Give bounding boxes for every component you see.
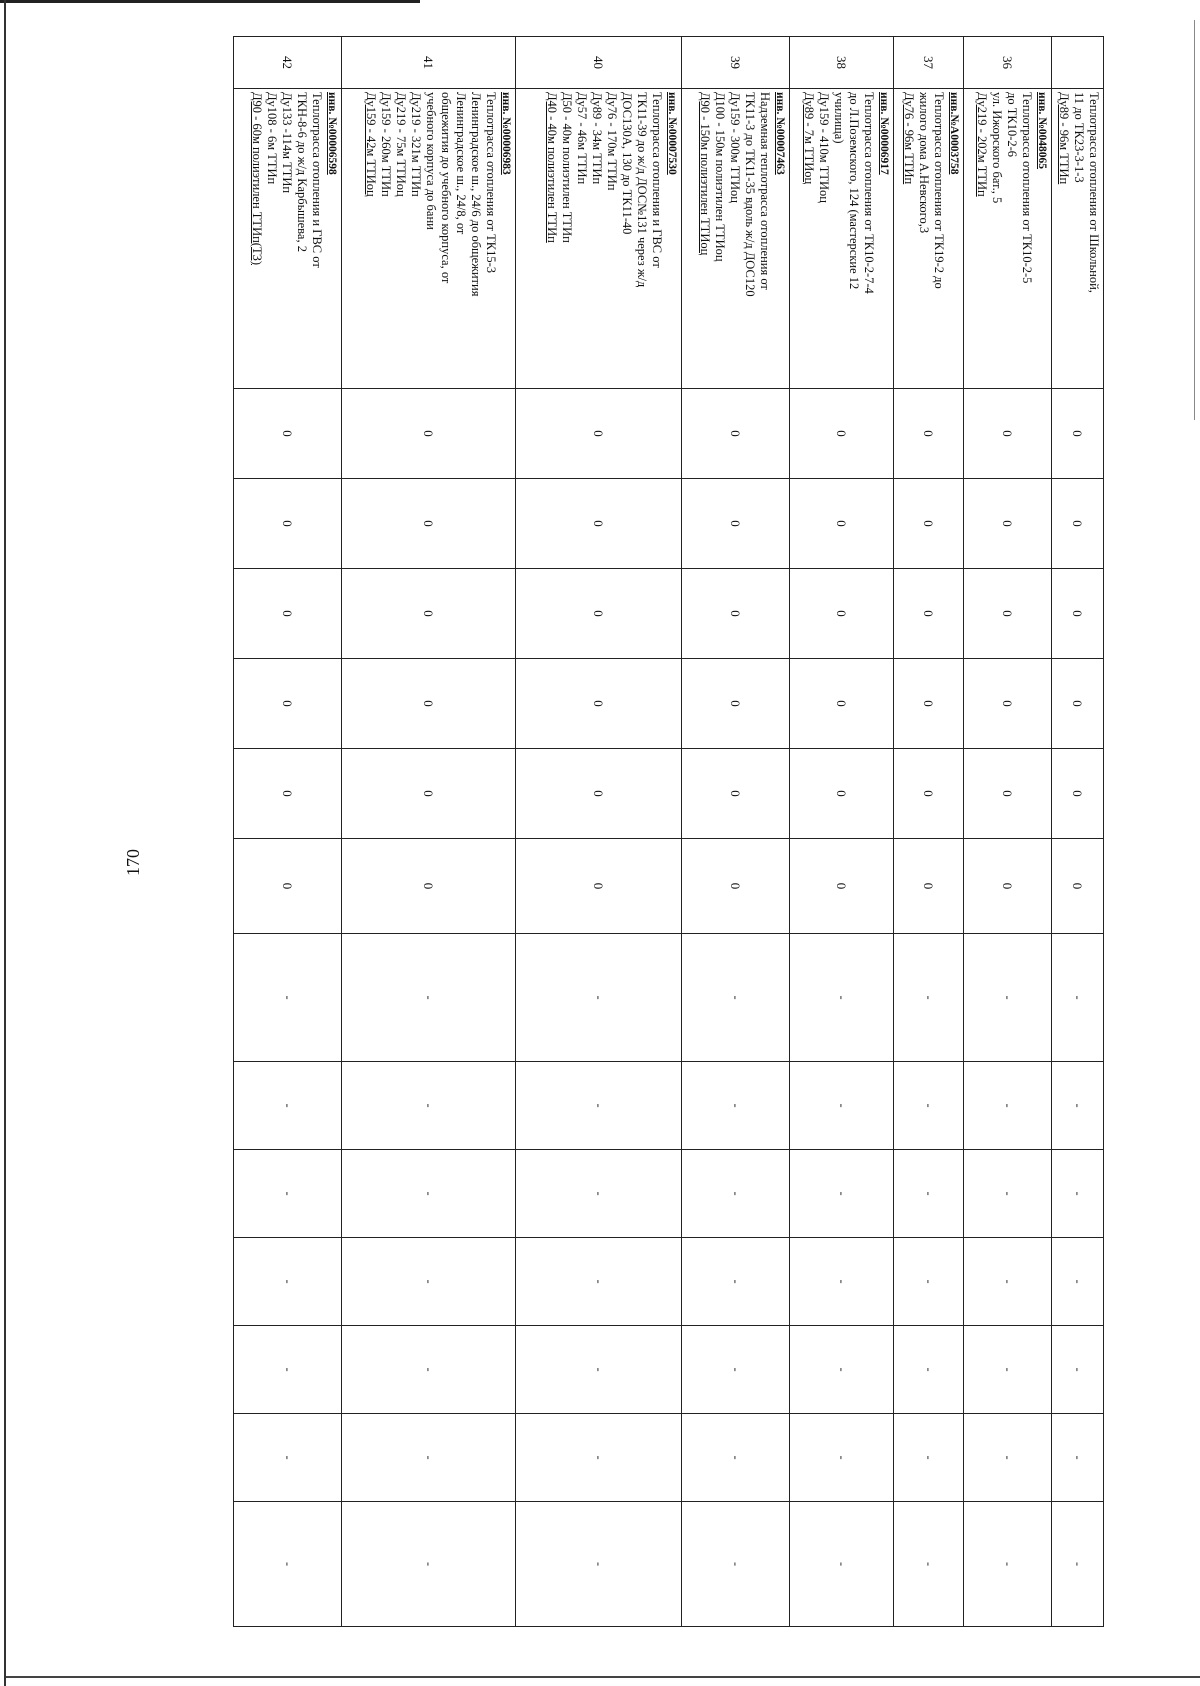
value-cell: 0 <box>516 839 682 934</box>
dash-cell: - <box>790 934 894 1062</box>
description-line: Ду89 - 7м ТТИоц <box>802 92 816 185</box>
dash-cell: - <box>894 1238 964 1326</box>
dash-cell: - <box>894 1062 964 1150</box>
object-description <box>342 89 516 389</box>
description-line: общежития до учебного корпуса, от <box>439 92 453 284</box>
value-cell: 0 <box>790 389 894 479</box>
description-line: Д90 - 60м полиэтилен ТТИп(ТЗ) <box>250 92 264 266</box>
value-cell: 0 <box>682 479 790 569</box>
dash-cell: - <box>1052 1062 1104 1150</box>
description-line: до ТК10-2-6 <box>1005 92 1019 158</box>
description-line: Ду219 - 75м ТТИоц <box>394 92 408 197</box>
dash-cell: - <box>516 1150 682 1238</box>
dash-cell: - <box>516 1238 682 1326</box>
value-cell: 0 <box>1052 749 1104 839</box>
inventory-number: инв. №00007463 <box>774 92 786 175</box>
description-line: ул. Ижорского бат., 5 <box>990 92 1004 204</box>
dash-cell: - <box>682 934 790 1062</box>
page-border-top <box>0 0 420 3</box>
value-cell: 0 <box>342 659 516 749</box>
dash-cell: - <box>790 1238 894 1326</box>
description-line: Ду89 - 34м ТТИп <box>590 92 604 185</box>
dash-cell: - <box>234 1414 342 1502</box>
description-line: Ду108 - 6м ТТИп <box>265 92 279 185</box>
table-row <box>682 37 790 1627</box>
value-cell: 0 <box>342 479 516 569</box>
value-cell: 0 <box>234 839 342 934</box>
value-cell: 0 <box>894 839 964 934</box>
description-line: 11 до ТК23-3-1-3 <box>1072 92 1086 183</box>
description-line: Теплотрасса отопления и ГВС от <box>310 92 324 268</box>
table-row <box>342 37 516 1627</box>
dash-cell: - <box>964 934 1052 1062</box>
dash-cell: - <box>682 1414 790 1502</box>
value-cell: 0 <box>682 749 790 839</box>
value-cell: 0 <box>1052 839 1104 934</box>
value-cell: 0 <box>234 749 342 839</box>
description-line: Д100 - 150м полиэтилен ТТИоц <box>713 92 727 262</box>
value-cell: 0 <box>790 749 894 839</box>
value-cell: 0 <box>682 659 790 749</box>
value-cell: 0 <box>1052 389 1104 479</box>
description-line: Теплотрасса отопления и ГВС от <box>650 92 664 268</box>
dash-cell: - <box>516 934 682 1062</box>
dash-cell: - <box>516 1502 682 1627</box>
page-border-right <box>1194 20 1195 420</box>
value-cell: 0 <box>964 749 1052 839</box>
dash-cell: - <box>790 1062 894 1150</box>
description-line: Ду159 - 42м ТТИоц <box>364 92 378 197</box>
value-cell: 0 <box>516 749 682 839</box>
value-cell: 0 <box>342 569 516 659</box>
dash-cell: - <box>342 1502 516 1627</box>
object-description <box>1052 89 1104 389</box>
dash-cell: - <box>894 934 964 1062</box>
value-cell: 0 <box>964 389 1052 479</box>
dash-cell: - <box>894 1414 964 1502</box>
dash-cell: - <box>682 1150 790 1238</box>
row-number: 42 <box>234 37 342 89</box>
value-cell: 0 <box>964 839 1052 934</box>
dash-cell: - <box>234 1062 342 1150</box>
dash-cell: - <box>516 1326 682 1414</box>
value-cell: 0 <box>894 749 964 839</box>
inventory-number: инв.№А0003758 <box>948 92 960 175</box>
page-number: 170 <box>123 849 143 876</box>
value-cell: 0 <box>234 389 342 479</box>
dash-cell: - <box>342 1414 516 1502</box>
dash-cell: - <box>1052 1414 1104 1502</box>
dash-cell: - <box>894 1326 964 1414</box>
value-cell: 0 <box>234 569 342 659</box>
dash-cell: - <box>1052 934 1104 1062</box>
value-cell: 0 <box>516 659 682 749</box>
row-number: 41 <box>342 37 516 89</box>
value-cell: 0 <box>894 389 964 479</box>
table-row <box>516 37 682 1627</box>
object-description <box>516 89 682 389</box>
description-line: Д50 - 40м полиэтилен ТТИп <box>560 92 574 243</box>
table-row <box>964 37 1052 1627</box>
object-description <box>894 89 964 389</box>
description-line: Ду159 - 260м ТТИп <box>379 92 393 197</box>
dash-cell: - <box>964 1062 1052 1150</box>
table-row <box>894 37 964 1627</box>
dash-cell: - <box>964 1238 1052 1326</box>
inventory-number: инв. №0048065 <box>1036 92 1048 170</box>
description-line: Надземная теплотрасса отопления от <box>758 92 772 290</box>
value-cell: 0 <box>894 569 964 659</box>
description-line: Д90 - 150м полиэтилен ТТИоц <box>698 92 712 256</box>
table-row <box>234 37 342 1627</box>
dash-cell: - <box>682 1502 790 1627</box>
dash-cell: - <box>894 1502 964 1627</box>
description-line: ДОС130А, 130 до ТК11-40 <box>620 92 634 235</box>
dash-cell: - <box>234 934 342 1062</box>
description-line: ТКН-8-6 до ж/д Карбышева, 2 <box>295 92 309 252</box>
value-cell: 0 <box>234 479 342 569</box>
dash-cell: - <box>790 1502 894 1627</box>
dash-cell: - <box>234 1326 342 1414</box>
description-line: до Л.Поземского, 124 (мастерские 12 <box>847 92 861 290</box>
description-line: Ду76 - 96м ТТИп <box>902 92 916 185</box>
dash-cell: - <box>1052 1150 1104 1238</box>
dash-cell: - <box>1052 1502 1104 1627</box>
row-number: 38 <box>790 37 894 89</box>
value-cell: 0 <box>790 659 894 749</box>
description-line: Ду159 - 410м ТТИоц <box>817 92 831 203</box>
value-cell: 0 <box>234 659 342 749</box>
value-cell: 0 <box>1052 569 1104 659</box>
description-line: Ду219 - 202м ТТИп <box>975 92 989 197</box>
dash-cell: - <box>682 1238 790 1326</box>
value-cell: 0 <box>516 479 682 569</box>
dash-cell: - <box>1052 1238 1104 1326</box>
dash-cell: - <box>964 1150 1052 1238</box>
description-line: училища) <box>832 92 846 144</box>
value-cell: 0 <box>682 569 790 659</box>
object-description <box>682 89 790 389</box>
description-line: Ду219 - 321м ТТИп <box>409 92 423 197</box>
value-cell: 0 <box>682 839 790 934</box>
inventory-number: инв. №00006917 <box>878 92 890 175</box>
dash-cell: - <box>342 1062 516 1150</box>
description-line: Ду57 - 46м ТТИп <box>575 92 589 185</box>
rotated-table-wrapper <box>234 36 1104 1626</box>
page-border-bottom <box>6 1676 1200 1678</box>
value-cell: 0 <box>790 479 894 569</box>
value-cell: 0 <box>682 389 790 479</box>
dash-cell: - <box>342 934 516 1062</box>
dash-cell: - <box>790 1414 894 1502</box>
dash-cell: - <box>894 1150 964 1238</box>
dash-cell: - <box>342 1326 516 1414</box>
dash-cell: - <box>516 1062 682 1150</box>
description-line: Ду89 - 96м ТТИп <box>1057 92 1071 185</box>
description-line: Теплотрасса отопления от ТК19-2 до <box>932 92 946 289</box>
value-cell: 0 <box>790 569 894 659</box>
value-cell: 0 <box>342 839 516 934</box>
table-row <box>1052 37 1104 1627</box>
table-row <box>790 37 894 1627</box>
row-number: 39 <box>682 37 790 89</box>
value-cell: 0 <box>894 479 964 569</box>
value-cell: 0 <box>790 839 894 934</box>
description-line: Ленинградское ш., 24/6 до общежития <box>469 92 483 297</box>
value-cell: 0 <box>964 569 1052 659</box>
value-cell: 0 <box>894 659 964 749</box>
object-description <box>790 89 894 389</box>
description-line: Теплотрасса отопления от ТК10-2-5 <box>1020 92 1034 284</box>
object-description <box>964 89 1052 389</box>
value-cell: 0 <box>1052 659 1104 749</box>
description-line: жилого дома А.Невского,3 <box>917 92 931 234</box>
description-line: Ду76 - 170м ТТИп <box>605 92 619 191</box>
inventory-number: инв. №00006983 <box>500 92 512 175</box>
value-cell: 0 <box>516 389 682 479</box>
description-line: Ду133 -114м ТТИп <box>280 92 294 194</box>
object-description <box>234 89 342 389</box>
value-cell: 0 <box>964 659 1052 749</box>
page-border-left <box>4 0 6 1686</box>
dash-cell: - <box>1052 1326 1104 1414</box>
row-number: 40 <box>516 37 682 89</box>
dash-cell: - <box>342 1150 516 1238</box>
dash-cell: - <box>682 1062 790 1150</box>
dash-cell: - <box>234 1238 342 1326</box>
value-cell: 0 <box>964 479 1052 569</box>
value-cell: 0 <box>342 749 516 839</box>
dash-cell: - <box>234 1502 342 1627</box>
dash-cell: - <box>790 1326 894 1414</box>
dash-cell: - <box>964 1326 1052 1414</box>
dash-cell: - <box>682 1326 790 1414</box>
dash-cell: - <box>964 1502 1052 1627</box>
value-cell: 0 <box>342 389 516 479</box>
description-line: Теплотрасса отопления от ТК10-2-7-4 <box>862 92 876 294</box>
description-line: Теплотрасса отопления от Школьной, <box>1087 92 1101 293</box>
inventory-number: инв. №00006598 <box>326 92 338 175</box>
description-line: учебного корпуса до бани <box>424 92 438 230</box>
description-line: ТК11-39 до ж/д ДОС№131 через ж/д <box>635 92 649 288</box>
dash-cell: - <box>342 1238 516 1326</box>
value-cell: 0 <box>1052 479 1104 569</box>
inventory-number: инв. №00007530 <box>666 92 678 175</box>
dash-cell: - <box>234 1150 342 1238</box>
row-number <box>1052 37 1104 89</box>
description-line: Теплотрасса отопления от ТК15-3 <box>484 92 498 273</box>
row-number: 37 <box>894 37 964 89</box>
description-line: Ду159 - 300м ТТИоц <box>728 92 742 203</box>
dash-cell: - <box>516 1414 682 1502</box>
dash-cell: - <box>790 1150 894 1238</box>
description-line: Ленинградское ш., 24/8, от <box>454 92 468 235</box>
description-line: Д40 - 40м полиэтилен ТТИп <box>545 92 559 243</box>
heating-network-table <box>233 36 1104 1627</box>
value-cell: 0 <box>516 569 682 659</box>
dash-cell: - <box>964 1414 1052 1502</box>
description-line: ТК11-3 до ТК11-35 вдоль ж/д ДОС120 <box>743 92 757 297</box>
row-number: 36 <box>964 37 1052 89</box>
